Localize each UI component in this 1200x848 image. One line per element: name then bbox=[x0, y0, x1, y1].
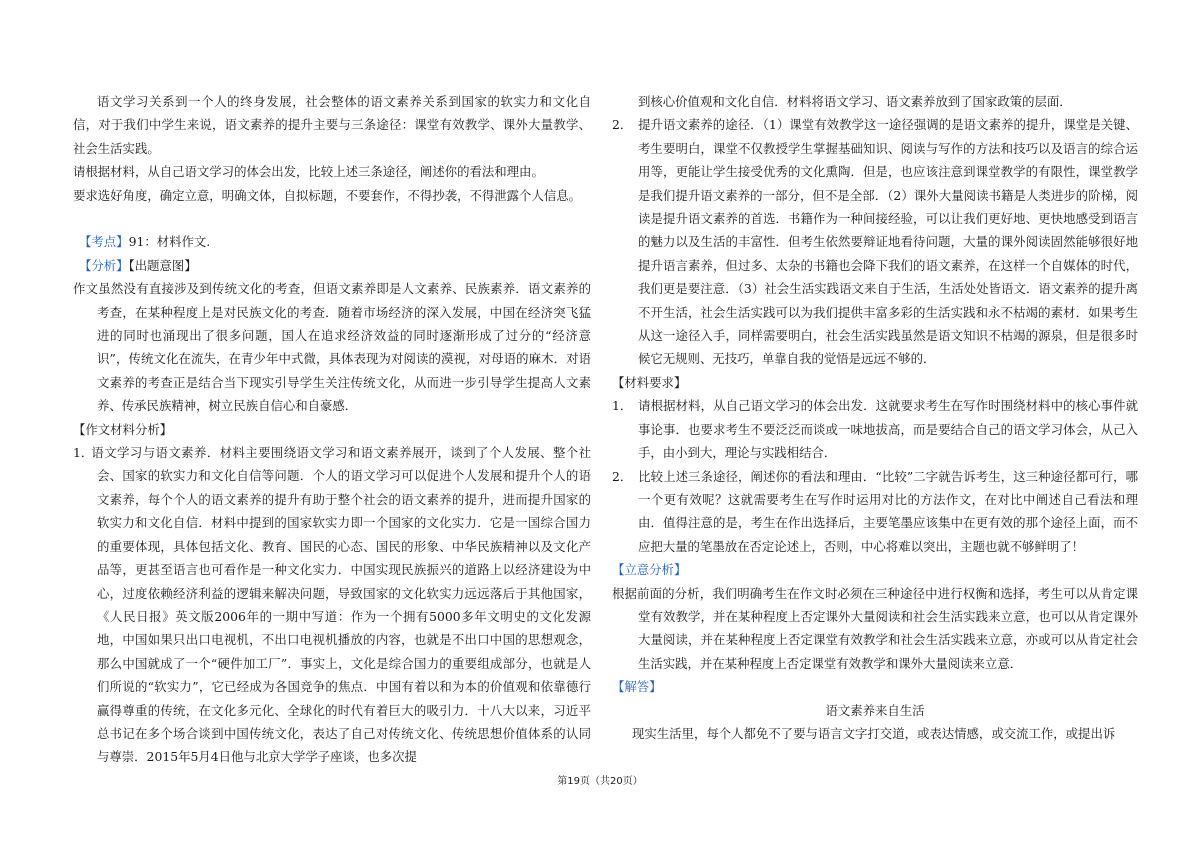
lizhi-paragraph: 根据前面的分析，我们明确考生在作文时必须在三种途径中进行权衡和选择，考生可以从肯定课堂有效教学，并在某种程度上否定课外大量阅读和社会生活实践来立意，也可以从肯定课外大量阅读，并在某种程度上否定课堂有效教学和社会生活实践来立意，亦或可以从肯定社会生活实践，并在某种程度上否定课堂有效教学和课外大量阅读来立意． bbox=[612, 585, 1138, 671]
fenxi-paragraph: 作文虽然没有直接涉及到传统文化的考查，但语文素养即是人文素养、民族素养．语文素养的考查，在某种程度上是对民族文化的考查．随着市场经济的深入发展，中国在经济突飞猛进的同时也涌现出了很多问题，国人在追求经济效益的同时逐渐形成了过分的“经济意识”，传统文化在流失，在青少年中式微，具体表现为对阅读的漠视，对母语的麻木．对语文素养的考查正是结合当下现实引导学生关注传统文化，从而进一步引导学生提高人文素养、传承民族精神，树立民族自信心和自豪感． bbox=[73, 281, 591, 414]
point-number: 2． bbox=[612, 117, 633, 133]
right-column bbox=[612, 90, 1138, 745]
kaodian-text: 91：材料作文. bbox=[128, 234, 211, 250]
page-footer: 第19页（共20页） bbox=[557, 776, 643, 787]
essay-first-line: 现实生活里，每个人都免不了要与语言文字打交道，或表达情感，或交流工作，或提出诉 bbox=[632, 725, 1116, 741]
fenxi-subheading: 【出题意图】 bbox=[128, 257, 197, 273]
kaodian-label: 【考点】 bbox=[79, 234, 129, 250]
fenxi-label: 【分析】 bbox=[79, 257, 129, 273]
essay-title: 语文素养来自生活 bbox=[825, 702, 925, 718]
continuation-line: 到核心价值观和文化自信．材料将语文学习、语文素养放到了国家政策的层面． bbox=[638, 94, 1072, 109]
point-text: 请根据材料，从自己语文学习的体会出发．这就要求考生在写作时围绕材料中的核心事件就事论事．也要求考生不要泛泛而谈或一味地拔高，而是要结合自己的语文学习体会，从己入手，由小到大，理论与实践相结合． bbox=[638, 398, 1138, 461]
material-point-2 bbox=[612, 113, 1138, 370]
requirement-point-2 bbox=[612, 465, 1138, 559]
kaodian-line bbox=[73, 230, 591, 253]
instruction-line: 请根据材料，从自己语文学习的体会出发，比较上述三条途径，阐述你的看法和理由。 bbox=[73, 164, 544, 180]
material-heading: 【作文材料分析】 bbox=[73, 421, 173, 437]
fenxi-line bbox=[73, 254, 591, 277]
material-point-1 bbox=[73, 441, 591, 769]
jieda-label: 【解答】 bbox=[612, 679, 662, 695]
point-text: 比较上述三条途径，阐述你的看法和理由．“比较”二字就告诉考生，这三种途径都可行，哪一个更有效呢？这就需要考生在写作时运用对比的方法作文，在对比中阐述自己看法和理由．值得注意的是，考生在作出选择后，主要笔墨应该集中在更有效的那个途径上面，而不应把大量的笔墨放在否定论述上，否则，中心将难以突出，主题也就不够鲜明了！ bbox=[638, 468, 1138, 554]
point-number: 1． bbox=[73, 445, 94, 461]
intro-paragraph: 语文学习关系到一个人的终身发展，社会整体的语文素养关系到国家的软实力和文化自信，对于我们中学生来说，语文素养的提升主要与三条途径：课堂有效教学、课外大量教学、社会生活实践。 bbox=[73, 94, 591, 156]
left-column bbox=[73, 90, 591, 769]
lizhi-heading: 【立意分析】 bbox=[612, 562, 687, 578]
requirement-line: 要求选好角度，确定立意，明确文体，自拟标题，不要套作，不得抄袭，不得泄露个人信息。 bbox=[73, 187, 582, 203]
point-text: 语文学习与语文素养．材料主要围绕语文学习和语文素养展开，谈到了个人发展、整个社会、国家的软实力和文化自信等问题．个人的语文学习可以促进个人发展和提升个人的语文素养，每个个人的语文素养的提升有助于整个社会的语文素养的提升，进而提升国家的软实力和文化自信．材料中提到的国家软实力即一个国家的文化实力．它是一国综合国力的重要体现，具体包括文化、教育、国民的心态、国民的形象、中华民族精神以及文化产品等，更甚至语言也可看作是一种文化实力．中国实现民族振兴的道路上以经济建设为中心，过度依赖经济利益的逻辑来解决问题，导致国家的文化软实力远远落后于其他国家，《人民日报》英文版2006年的一期中写道：作为一个拥有5000多年文明史的文化发源地，中国如果只出口电视机，不出口电视机播放的内容，也就是不出口中国的思想观念，那么中国就成了一个“硬件加工厂”．事实上，文化是综合国力的重要组成部分，也就是人们所说的“软实力”，它已经成为各国竞争的焦点．中国有着以和为本的价值观和依靠德行赢得尊重的传统，在文化多元化、全球化的时代有着巨大的吸引力．十八大以来，习近平总书记在多个场合谈到中国传统文化，表达了自己对传统文化、传统思想价值体系的认同与尊崇．2015年5月4日他与北京大学学子座谈，也多次提 bbox=[91, 445, 591, 765]
point-number: 1． bbox=[612, 398, 633, 414]
spacer bbox=[73, 207, 591, 230]
requirement-point-1 bbox=[612, 394, 1138, 464]
requirement-heading: 【材料要求】 bbox=[612, 374, 687, 390]
point-number: 2． bbox=[612, 468, 633, 484]
point-text: 提升语文素养的途径．（1）课堂有效教学这一途径强调的是语文素养的提升，课堂是关键、考生要明白，课堂不仅教授学生掌握基础知识、阅读与写作的方法和技巧以及语言的综合运用等，更能让学生接受优秀的文化熏陶．但是，也应该注意到课堂教学的有限性，课堂教学是我们提升语文素养的一部分，但不是全部．（2）课外大量阅读书籍是人类进步的阶梯，阅读是提升语文素养的首选．书籍作为一种间接经验，可以让我们更好地、更快地感受到语言的魅力以及生活的丰富性．但考生依然要辩证地看待问题，大量的课外阅读固然能够很好地提升语言素养，但过多、太杂的书籍也会降下我们的语文素养，在这样一个自媒体的时代，我们更是要注意．（3）社会生活实践语文来自于生活，生活处处皆语文．语文素养的提升离不开生活，社会生活实践可以为我们提供丰富多彩的生活实践和永不枯竭的素材．如果考生从这一途径入手，同样需要明白，社会生活实践虽然是语文知识不枯竭的源泉，但是很多时候它无规则、无技巧，单靠自我的觉悟是远远不够的． bbox=[638, 117, 1138, 367]
